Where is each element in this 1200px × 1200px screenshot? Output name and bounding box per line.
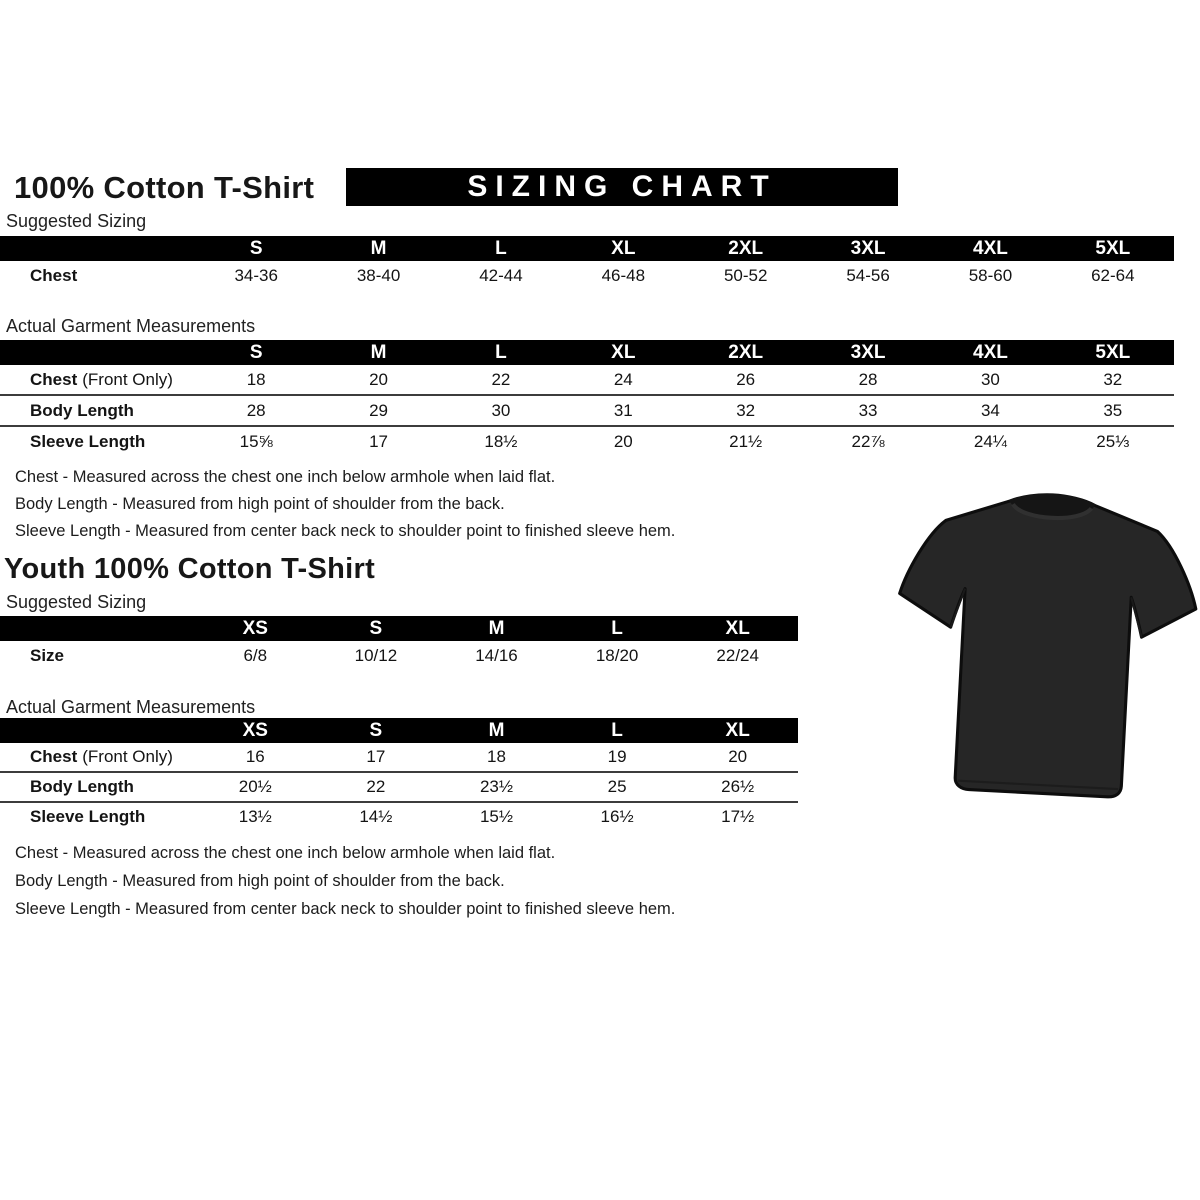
- measurement-value: 20: [369, 369, 389, 389]
- size-column-header: M: [488, 719, 505, 741]
- row-label: [0, 370, 195, 390]
- measurement-value: 23½: [479, 777, 514, 796]
- measurement-value: 22/24: [716, 646, 759, 665]
- row-label: Body Length: [30, 777, 134, 796]
- measurement-value: 34: [980, 400, 1000, 420]
- measurement-value: 16: [245, 747, 265, 766]
- measurement-value: 20½: [238, 777, 272, 796]
- table-row: [0, 801, 798, 831]
- measurement-value: 26: [736, 369, 756, 389]
- size-column-header: S: [369, 617, 383, 639]
- measurement-value: 34-36: [234, 266, 278, 285]
- page-title: 100% Cotton T-Shirt: [14, 170, 315, 205]
- size-column-header: 3XL: [850, 341, 886, 363]
- size-column-header: S: [369, 719, 383, 741]
- row-label: Body Length: [30, 400, 134, 420]
- measurement-value: 26½: [721, 777, 755, 796]
- size-column-header: 2XL: [728, 341, 764, 363]
- measurement-value: 18/20: [595, 646, 639, 665]
- table-header-row: [0, 236, 1174, 261]
- table-header-row: [0, 340, 1174, 365]
- table-row: [0, 743, 798, 771]
- measurement-value: 25⅓: [1096, 431, 1130, 451]
- measurement-value: 22: [366, 777, 386, 796]
- table-header-row: [0, 616, 798, 641]
- measurement-value: 58-60: [968, 266, 1013, 285]
- row-label-suffix: (Front Only): [82, 747, 173, 766]
- measurement-value: 14/16: [475, 646, 518, 665]
- size-column-header: M: [370, 341, 387, 363]
- measurement-value: 24: [613, 369, 633, 389]
- adult-suggested-sizing-label: Suggested Sizing: [6, 211, 147, 231]
- measurement-value: 18½: [484, 431, 518, 451]
- youth-measurement-notes: [15, 839, 675, 923]
- table-row: [0, 261, 1174, 291]
- measurement-value: 30: [980, 369, 1000, 389]
- note-line: Sleeve Length - Measured from center back neck to shoulder point to finished sleeve hem.: [15, 522, 676, 540]
- row-label: Size: [30, 646, 65, 665]
- measurement-value: 38-40: [356, 266, 401, 285]
- measurement-value: 35: [1103, 400, 1123, 420]
- size-column-header: M: [488, 617, 505, 639]
- row-label-text: Chest: [30, 369, 78, 389]
- measurement-value: 32: [1103, 369, 1123, 389]
- measurement-value: 17: [369, 431, 389, 451]
- size-column-header: L: [611, 617, 623, 639]
- measurement-value: 21½: [729, 431, 763, 451]
- size-column-header: L: [495, 237, 507, 259]
- measurement-value: 14½: [359, 807, 393, 826]
- measurement-value: 17: [366, 747, 386, 766]
- table-row: [0, 394, 1174, 425]
- measurement-value: 25: [607, 777, 627, 796]
- row-label: [0, 747, 195, 767]
- measurement-value: 20: [613, 431, 633, 451]
- measurement-value: 28: [246, 400, 266, 420]
- measurement-value: 24¼: [973, 431, 1007, 451]
- measurement-value: 54-56: [846, 266, 890, 285]
- youth-section-title: Youth 100% Cotton T-Shirt: [4, 553, 376, 585]
- sizing-chart-banner: SIZING CHART: [346, 168, 898, 206]
- measurement-value: 22⅞: [851, 431, 885, 451]
- table-row: [0, 425, 1174, 456]
- youth-actual-table: [0, 718, 798, 831]
- row-label-suffix: (Front Only): [82, 369, 173, 389]
- size-column-header: XL: [611, 237, 636, 259]
- black-tshirt-image: [890, 477, 1200, 810]
- note-line: Body Length - Measured from high point of shoulder from the back.: [15, 872, 505, 890]
- measurement-value: 30: [491, 400, 511, 420]
- measurement-value: 22: [491, 369, 511, 389]
- size-column-header: L: [495, 341, 507, 363]
- size-column-header: S: [249, 341, 263, 363]
- size-column-header: S: [249, 237, 263, 259]
- size-column-header: XS: [242, 719, 268, 741]
- size-column-header: 5XL: [1095, 237, 1131, 259]
- measurement-value: 31: [613, 400, 633, 420]
- note-line: Body Length - Measured from high point of shoulder from the back.: [15, 495, 505, 513]
- adult-actual-measurements-label: Actual Garment Measurements: [6, 316, 256, 336]
- measurement-value: 62-64: [1091, 266, 1135, 285]
- measurement-value: 13½: [238, 807, 272, 826]
- row-label-text: Chest: [30, 747, 78, 766]
- measurement-value: 20: [728, 747, 748, 766]
- size-column-header: 2XL: [728, 237, 764, 259]
- size-column-header: 4XL: [973, 237, 1008, 259]
- measurement-value: 42-44: [479, 266, 523, 285]
- youth-suggested-sizing-label: Suggested Sizing: [6, 592, 147, 612]
- size-column-header: 3XL: [850, 237, 886, 259]
- measurement-value: 50-52: [723, 266, 768, 285]
- measurement-value: 18: [246, 369, 266, 389]
- note-line: Chest - Measured across the chest one inch below armhole when laid flat.: [15, 844, 556, 862]
- measurement-value: 15½: [479, 807, 514, 826]
- adult-suggested-table: [0, 236, 1174, 291]
- youth-suggested-table: [0, 616, 798, 671]
- measurement-value: 16½: [600, 807, 634, 826]
- size-column-header: XL: [725, 617, 750, 639]
- size-column-header: L: [611, 719, 623, 741]
- measurement-value: 6/8: [243, 646, 268, 665]
- row-label: Sleeve Length: [30, 807, 146, 826]
- note-line: Sleeve Length - Measured from center back neck to shoulder point to finished sleeve hem.: [15, 900, 676, 918]
- size-column-header: XL: [725, 719, 750, 741]
- measurement-value: 15⅝: [239, 431, 273, 451]
- measurement-value: 18: [487, 747, 506, 766]
- size-column-header: XL: [611, 341, 636, 363]
- measurement-value: 29: [369, 400, 389, 420]
- size-column-header: 4XL: [973, 341, 1008, 363]
- measurement-value: 46-48: [601, 266, 646, 285]
- measurement-value: 10/12: [354, 646, 398, 665]
- size-column-header: M: [370, 237, 387, 259]
- adult-actual-table: [0, 340, 1174, 456]
- row-label: Chest: [30, 266, 78, 285]
- measurement-value: 33: [858, 400, 878, 420]
- measurement-value: 28: [858, 369, 878, 389]
- table-header-row: [0, 718, 798, 743]
- tshirt-graphic: [890, 477, 1200, 810]
- size-column-header: 5XL: [1095, 341, 1131, 363]
- youth-actual-measurements-label: Actual Garment Measurements: [6, 697, 256, 717]
- measurement-value: 17½: [721, 807, 755, 826]
- measurement-value: 32: [736, 400, 756, 420]
- table-row: [0, 641, 798, 671]
- adult-measurement-notes: [15, 464, 675, 545]
- row-label: Sleeve Length: [30, 431, 146, 451]
- size-column-header: XS: [242, 617, 268, 639]
- note-line: Chest - Measured across the chest one inch below armhole when laid flat.: [15, 468, 556, 486]
- table-row: [0, 365, 1174, 394]
- table-row: [0, 771, 798, 801]
- measurement-value: 19: [607, 747, 627, 766]
